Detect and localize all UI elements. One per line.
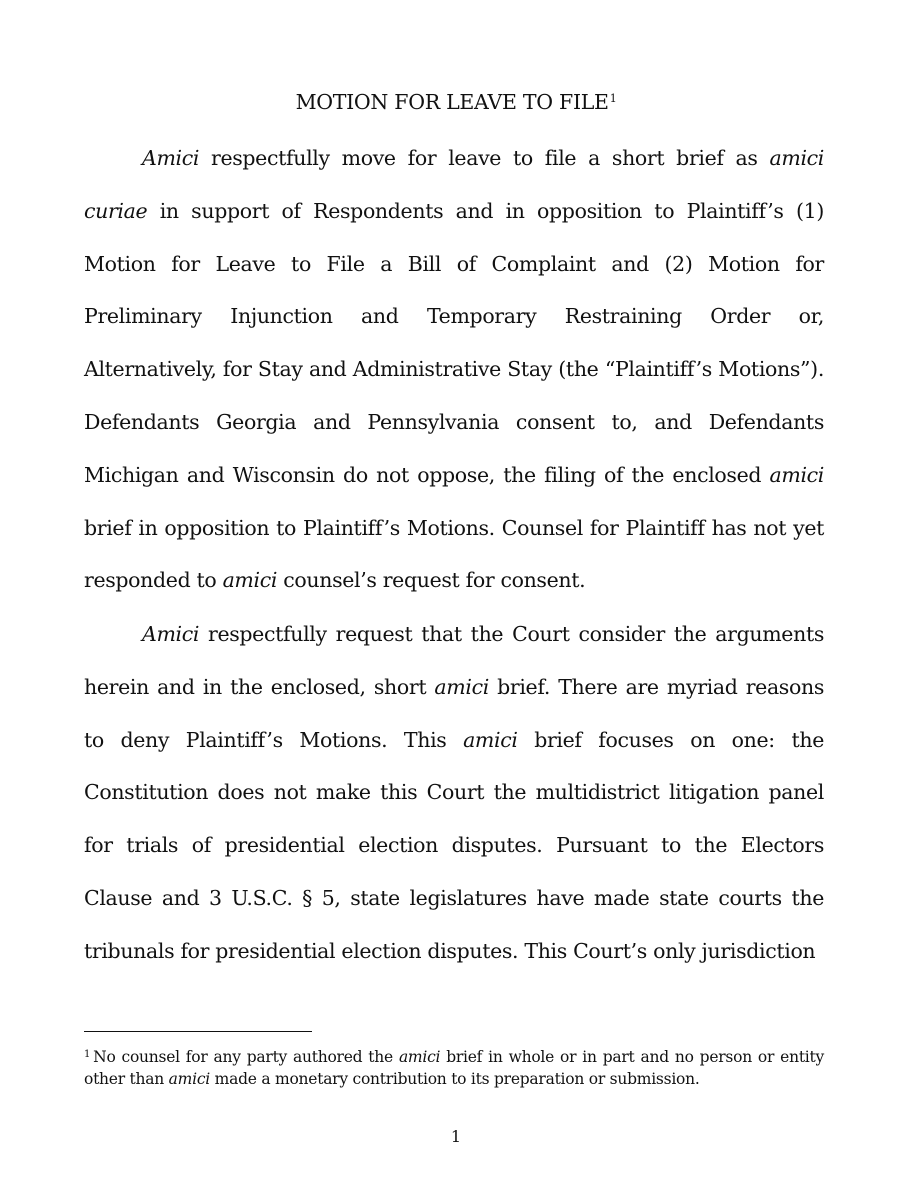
text-run: respectfully move for leave to file a short brief as xyxy=(199,146,770,170)
footnote-divider xyxy=(84,1031,312,1032)
footnote-marker: 1 xyxy=(84,1049,91,1060)
text-run: brief. There are myriad reasons to deny Plaintiff’s Motions. This xyxy=(84,674,824,752)
text-run: made a monetary contribution to its preparation or submission. xyxy=(209,1069,700,1088)
italic-amici: Amici xyxy=(142,622,200,646)
italic-amici: amici xyxy=(398,1048,441,1066)
paragraph-request xyxy=(84,608,824,978)
italic-amici: amici xyxy=(434,674,489,699)
footnote-reference: 1 xyxy=(609,92,617,105)
text-run: brief in opposition to Plaintiff’s Motions. Counsel for Plaintiff has not yet responded to xyxy=(84,515,824,593)
italic-amici: amici xyxy=(769,462,824,487)
footnote xyxy=(84,1044,824,1090)
italic-amici: amici xyxy=(463,727,518,752)
page-title xyxy=(0,90,912,114)
paragraph-motion xyxy=(84,132,824,607)
text-run: counsel’s request for consent. xyxy=(277,568,586,593)
text-run: brief in whole or in part and no person or entity other than xyxy=(84,1048,824,1088)
text-run: in support of Respondents and in opposition to Plaintiff’s (1) Motion for Leave to File a Bill of Complaint and (2) Motion for Preliminary Injunction and Temporary Restraining Order or, Alternatively, for Stay and Administrative Stay (the “Plaintiff’s Motions”). Defendants Georgia and Pennsylvania consent to, and Defendants Michigan and Wisconsin do not oppose, the filing of the enclosed xyxy=(84,198,824,487)
italic-amici-curiae: amici curiae xyxy=(84,146,824,223)
title-text: MOTION FOR LEAVE TO FILE xyxy=(295,90,609,114)
italic-amici: amici xyxy=(222,568,278,593)
italic-amici: amici xyxy=(168,1069,210,1088)
text-run: respectfully request that the Court consider the arguments herein and in the enclosed, short xyxy=(84,622,824,699)
page-number: 1 xyxy=(450,1127,462,1146)
italic-amici: Amici xyxy=(142,146,200,170)
text-run: No counsel for any party authored the xyxy=(93,1048,399,1066)
text-run: brief focuses on one: the Constitution does not make this Court the multidistrict litigation panel for trials of presidential election disputes. Pursuant to the Electors Clause and 3 U.S.C. § 5, state legislatures have made state courts the tribunals for presidential election disputes. This Court’s only jurisdiction xyxy=(84,727,824,963)
